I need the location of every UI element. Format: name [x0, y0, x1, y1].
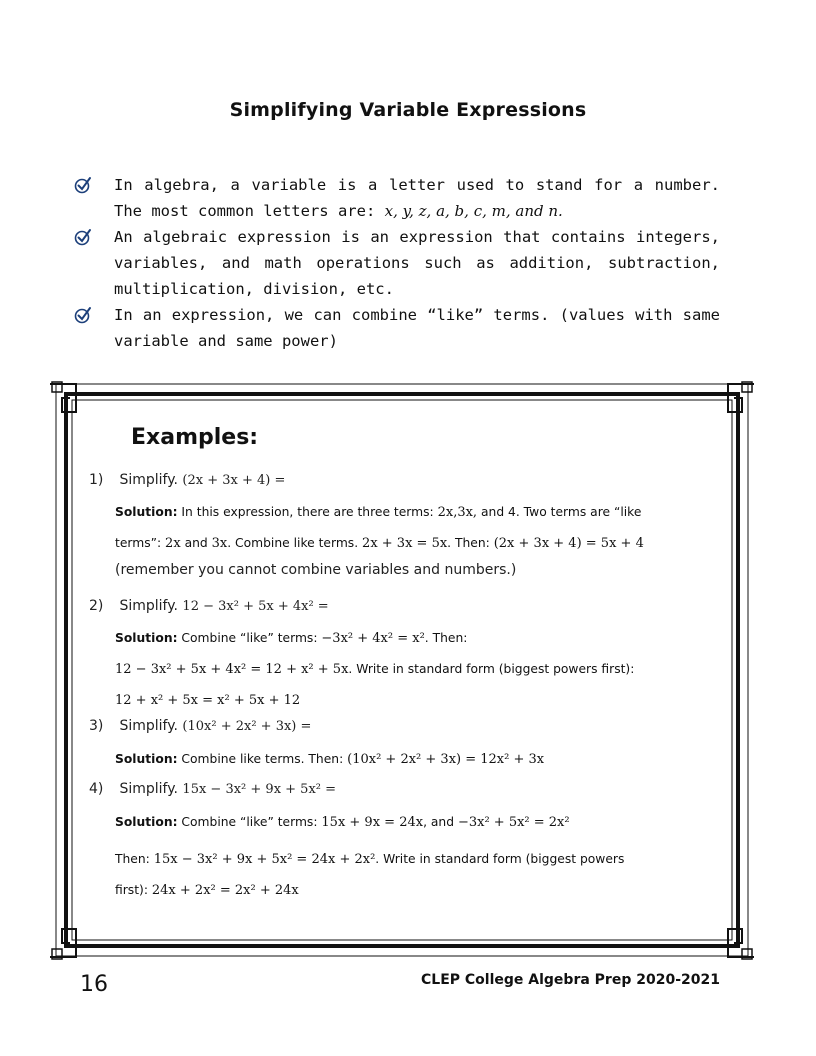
- solution-math: (10x² + 2x² + 3x) = 12x² + 3x: [347, 752, 545, 767]
- solution-math: −3x² + 5x² = 2x²: [457, 815, 570, 830]
- solution-math: (2x + 3x + 4) = 5x + 4: [493, 536, 644, 551]
- expression: (10x² + 2x² + 3x) =: [182, 719, 312, 734]
- page-number: 16: [80, 972, 108, 997]
- expression: 15x − 3x² + 9x + 5x² =: [182, 782, 337, 797]
- bullet-text: An algebraic expression is an expression that contains integers, variables, and math operations such as addition, subtraction, multiplication, division, etc.: [114, 228, 720, 298]
- solution-math: 12 + x² + 5x = x² + 5x + 12: [115, 693, 301, 708]
- solution-label: Solution:: [115, 631, 178, 645]
- solution-text: . Write in standard form (biggest powers: [375, 852, 625, 866]
- prompt-text: Simplify.: [119, 598, 178, 614]
- solution-text: . Then:: [447, 536, 494, 550]
- page-title: Simplifying Variable Expressions: [229, 99, 587, 121]
- solution-math: 3x: [211, 536, 228, 551]
- solution-math: 15x − 3x² + 9x + 5x² = 24x + 2x²: [153, 852, 376, 867]
- solution-math: 2x + 3x = 5x: [362, 536, 448, 551]
- example-4-solution-line2: [115, 844, 678, 906]
- prompt-text: Simplify.: [119, 718, 178, 734]
- solution-text: Combine “like” terms:: [181, 815, 322, 829]
- examples-heading: Examples:: [131, 425, 259, 450]
- bullet-text: In algebra, a variable is a letter used to stand for a number. The most common letters are:: [114, 176, 720, 220]
- solution-label: Solution:: [115, 505, 178, 519]
- example-2-solution: [115, 623, 678, 716]
- expression: 12 − 3x² + 5x + 4x² =: [182, 599, 329, 614]
- example-1-solution: [115, 497, 678, 559]
- solution-math: 2x: [165, 536, 181, 551]
- solution-text: . Then:: [424, 631, 468, 645]
- solution-text: . Write in standard form (biggest powers first):: [348, 662, 635, 676]
- bullet-math: x, y, z, a, b, c, m, and n.: [384, 202, 563, 220]
- example-number: 2): [89, 598, 104, 614]
- solution-text: Combine “like” terms:: [181, 631, 322, 645]
- solution-text: . Combine like terms.: [227, 536, 363, 550]
- example-number: 3): [89, 718, 104, 734]
- solution-text: terms”:: [115, 536, 166, 550]
- solution-math: 12 − 3x² + 5x + 4x² = 12 + x² + 5x: [115, 662, 349, 677]
- expression: (2x + 3x + 4) =: [182, 473, 286, 488]
- example-3-prompt: [89, 718, 311, 734]
- book-title-footer: CLEP College Algebra Prep 2020-2021: [421, 972, 720, 988]
- solution-text: In this expression, there are three terms:: [181, 505, 438, 519]
- example-1-prompt: [89, 472, 285, 488]
- solution-text: Combine like terms. Then:: [181, 752, 348, 766]
- solution-math: −3x² + 4x² = x²: [321, 631, 425, 646]
- example-number: 4): [89, 781, 104, 797]
- solution-math: 15x + 9x = 24x: [321, 815, 424, 830]
- example-4-solution-line1: [115, 807, 678, 838]
- solution-label: Solution:: [115, 815, 178, 829]
- solution-text: Then:: [115, 852, 154, 866]
- example-4-prompt: [89, 781, 336, 797]
- solution-text: first):: [115, 883, 152, 897]
- bullet-text: In an expression, we can combine “like” terms. (values with same variable and same power): [114, 306, 720, 350]
- solution-text: , and: [423, 815, 458, 829]
- example-1-note: (remember you cannot combine variables and numbers.): [115, 562, 517, 578]
- example-number: 1): [89, 472, 104, 488]
- prompt-text: Simplify.: [119, 781, 178, 797]
- example-3-solution: [115, 744, 678, 775]
- solution-math: 2x,3x,: [437, 505, 478, 520]
- solution-label: Solution:: [115, 752, 178, 766]
- prompt-text: Simplify.: [119, 472, 178, 488]
- solution-text: and: [180, 536, 212, 550]
- solution-text: and 4. Two terms are “like: [477, 505, 642, 519]
- solution-math: 24x + 2x² = 2x² + 24x: [151, 883, 299, 898]
- example-2-prompt: [89, 598, 329, 614]
